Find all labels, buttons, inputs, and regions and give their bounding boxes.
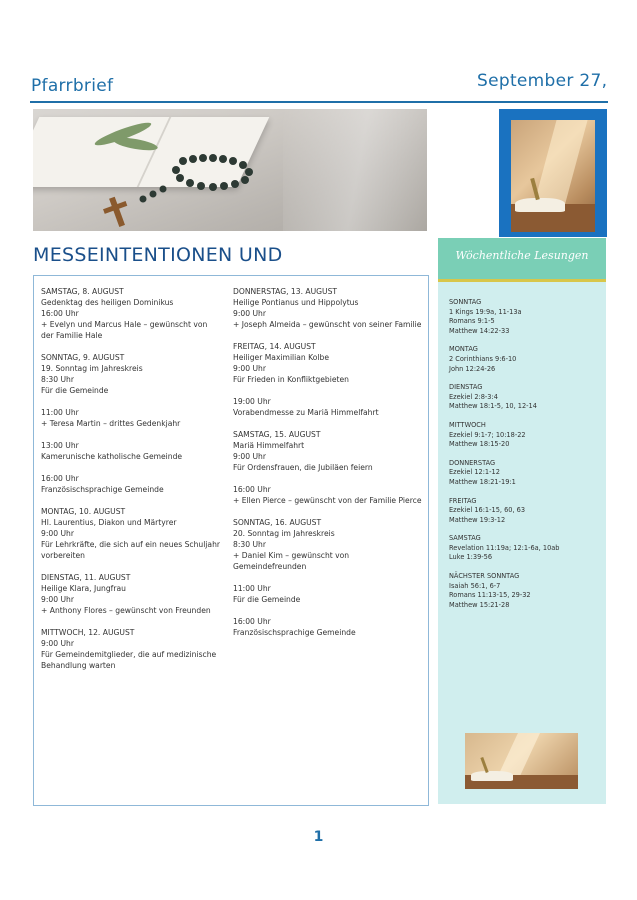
intention-line: Hl. Laurentius, Diakon und Märtyrer bbox=[41, 518, 177, 527]
scripture-reference: 2 Corinthians 9:6-10 bbox=[449, 354, 517, 363]
intention-line: Gedenktag des heiligen Dominikus bbox=[41, 298, 174, 307]
intention-entry bbox=[41, 506, 221, 561]
readings-list bbox=[449, 298, 599, 619]
intention-line: 16:00 Uhr bbox=[41, 309, 79, 318]
intention-line: Kamerunische katholische Gemeinde bbox=[41, 452, 183, 461]
readings-title: Wöchentliche Lesungen bbox=[455, 249, 589, 262]
intention-line: 9:00 Uhr bbox=[233, 452, 266, 461]
intention-line: 9:00 Uhr bbox=[41, 529, 74, 538]
intention-entry bbox=[233, 517, 423, 572]
intention-line: Heiliger Maximilian Kolbe bbox=[233, 353, 330, 362]
intention-entry bbox=[233, 484, 423, 506]
intention-heading: 13:00 Uhr bbox=[41, 441, 79, 450]
scripture-reference: 1 Kings 19:9a, 11-13a bbox=[449, 307, 522, 316]
mass-intentions-box bbox=[33, 275, 429, 806]
intention-heading: SAMSTAG, 8. AUGUST bbox=[41, 287, 124, 296]
reading-day-group bbox=[449, 572, 599, 610]
intention-entry bbox=[233, 429, 423, 473]
scripture-reference: Matthew 18:21-19:1 bbox=[449, 477, 516, 486]
intention-entry bbox=[41, 473, 221, 495]
intention-heading: DIENSTAG, 11. AUGUST bbox=[41, 573, 131, 582]
reading-day-label: MITTWOCH bbox=[449, 420, 486, 429]
intentions-column-left bbox=[41, 286, 221, 682]
intention-entry bbox=[41, 440, 221, 462]
newsletter-date: September 27, bbox=[477, 71, 608, 91]
scripture-reference: Matthew 14:22-33 bbox=[449, 326, 510, 335]
intention-heading: SONNTAG, 16. AUGUST bbox=[233, 518, 322, 527]
scripture-reference: Romans 9:1-5 bbox=[449, 317, 495, 326]
intention-entry bbox=[233, 286, 423, 330]
scripture-reference: Romans 11:13-15, 29-32 bbox=[449, 591, 531, 600]
scripture-reference: Isaiah 56:1, 6-7 bbox=[449, 581, 501, 590]
bible-sunlight-photo bbox=[511, 120, 595, 232]
intention-heading: DONNERSTAG, 13. AUGUST bbox=[233, 287, 338, 296]
weekly-readings-sidebar bbox=[438, 238, 606, 804]
intention-line: + Teresa Martin – drittes Gedenkjahr bbox=[41, 419, 181, 428]
intention-line: Französischsprachige Gemeinde bbox=[233, 628, 356, 637]
intention-heading: SONNTAG, 9. AUGUST bbox=[41, 353, 125, 362]
intention-entry bbox=[41, 352, 221, 396]
intention-heading: 16:00 Uhr bbox=[233, 617, 271, 626]
intention-entry bbox=[233, 341, 423, 385]
reading-day-group bbox=[449, 534, 599, 563]
reading-day-label: FREITAG bbox=[449, 496, 477, 505]
intention-heading: 11:00 Uhr bbox=[41, 408, 79, 417]
intention-line: 8:30 Uhr bbox=[41, 375, 74, 384]
intentions-column-right bbox=[233, 286, 423, 649]
intention-line: + Joseph Almeida – gewünscht von seiner Familie bbox=[233, 320, 422, 329]
scripture-reference: Ezekiel 2:8-3:4 bbox=[449, 392, 498, 401]
scripture-reference: John 12:24-26 bbox=[449, 364, 496, 373]
intention-line: Französischsprachige Gemeinde bbox=[41, 485, 164, 494]
intention-line: + Ellen Pierce – gewünscht von der Familie Pierce bbox=[233, 496, 422, 505]
side-photo-frame bbox=[499, 109, 607, 237]
intention-line: Heilige Klara, Jungfrau bbox=[41, 584, 126, 593]
reading-day-label: SAMSTAG bbox=[449, 534, 481, 543]
reading-day-group bbox=[449, 383, 599, 412]
intention-heading: SAMSTAG, 15. AUGUST bbox=[233, 430, 321, 439]
scripture-reference: Revelation 11:19a; 12:1-6a, 10ab bbox=[449, 543, 560, 552]
intention-entry bbox=[41, 627, 221, 671]
reading-day-group bbox=[449, 298, 599, 336]
intention-line: Für die Gemeinde bbox=[41, 386, 109, 395]
intention-entry bbox=[41, 286, 221, 341]
intention-heading: 11:00 Uhr bbox=[233, 584, 271, 593]
intention-entry bbox=[233, 616, 423, 638]
reading-day-group bbox=[449, 345, 599, 374]
reading-day-label: DONNERSTAG bbox=[449, 458, 496, 467]
newsletter-title: Pfarrbrief bbox=[31, 76, 114, 96]
intention-line: + Anthony Flores – gewünscht von Freunden bbox=[41, 606, 211, 615]
scripture-reference: Ezekiel 12:1-12 bbox=[449, 468, 500, 477]
intention-line: 20. Sonntag im Jahreskreis bbox=[233, 529, 335, 538]
scripture-reference: Matthew 18:15-20 bbox=[449, 440, 510, 449]
intention-line: Für Gemeindemitglieder, die auf medizinische Behandlung warten bbox=[41, 650, 217, 670]
scripture-reference: Ezekiel 16:1-15, 60, 63 bbox=[449, 506, 526, 515]
rosary-bible-photo bbox=[33, 109, 427, 231]
intention-line: 19. Sonntag im Jahreskreis bbox=[41, 364, 143, 373]
intention-line: + Daniel Kim – gewünscht von Gemeindefreunden bbox=[233, 551, 350, 571]
readings-header bbox=[438, 238, 606, 282]
intention-heading: FREITAG, 14. AUGUST bbox=[233, 342, 316, 351]
scripture-reference: Ezekiel 9:1-7; 10:18-22 bbox=[449, 430, 526, 439]
intention-line: Für Ordensfrauen, die Jubiläen feiern bbox=[233, 463, 373, 472]
reading-day-group bbox=[449, 497, 599, 526]
intention-heading: MONTAG, 10. AUGUST bbox=[41, 507, 126, 516]
intention-line: 9:00 Uhr bbox=[233, 309, 266, 318]
bible-thumbnail-photo bbox=[465, 733, 578, 789]
intention-line: Für die Gemeinde bbox=[233, 595, 301, 604]
scripture-reference: Luke 1:39-56 bbox=[449, 553, 493, 562]
intention-entry bbox=[41, 572, 221, 616]
scripture-reference: Matthew 15:21-28 bbox=[449, 600, 510, 609]
intention-line: 8:30 Uhr bbox=[233, 540, 266, 549]
intention-line: 9:00 Uhr bbox=[233, 364, 266, 373]
reading-day-group bbox=[449, 459, 599, 488]
intention-line: Vorabendmesse zu Mariä Himmelfahrt bbox=[233, 408, 379, 417]
readings-header-rule bbox=[438, 279, 606, 282]
intention-entry bbox=[233, 583, 423, 605]
rosary-icon bbox=[33, 109, 427, 231]
intention-entry bbox=[41, 407, 221, 429]
header-divider bbox=[30, 101, 608, 103]
reading-day-group bbox=[449, 421, 599, 450]
reading-day-label: MONTAG bbox=[449, 345, 478, 354]
page-number: 1 bbox=[313, 829, 324, 845]
intention-heading: 16:00 Uhr bbox=[233, 485, 271, 494]
intention-heading: 19:00 Uhr bbox=[233, 397, 271, 406]
reading-day-label: SONNTAG bbox=[449, 298, 482, 306]
section-heading: MESSEINTENTIONEN UND bbox=[33, 244, 283, 266]
intention-entry bbox=[233, 396, 423, 418]
intention-line: Mariä Himmelfahrt bbox=[233, 441, 305, 450]
reading-day-label: DIENSTAG bbox=[449, 383, 483, 392]
intention-line: Heilige Pontianus und Hippolytus bbox=[233, 298, 359, 307]
scripture-reference: Matthew 18:1-5, 10, 12-14 bbox=[449, 402, 537, 411]
intention-line: Für Frieden in Konfliktgebieten bbox=[233, 375, 349, 384]
intention-heading: 16:00 Uhr bbox=[41, 474, 79, 483]
reading-day-label: NÄCHSTER SONNTAG bbox=[449, 572, 520, 581]
intention-heading: MITTWOCH, 12. AUGUST bbox=[41, 628, 135, 637]
intention-line: Für Lehrkräfte, die sich auf ein neues Schuljahr vorbereiten bbox=[41, 540, 221, 560]
intention-line: 9:00 Uhr bbox=[41, 639, 74, 648]
intention-line: + Evelyn und Marcus Hale – gewünscht von der Familie Hale bbox=[41, 320, 208, 340]
intention-line: 9:00 Uhr bbox=[41, 595, 74, 604]
scripture-reference: Matthew 19:3-12 bbox=[449, 515, 506, 524]
